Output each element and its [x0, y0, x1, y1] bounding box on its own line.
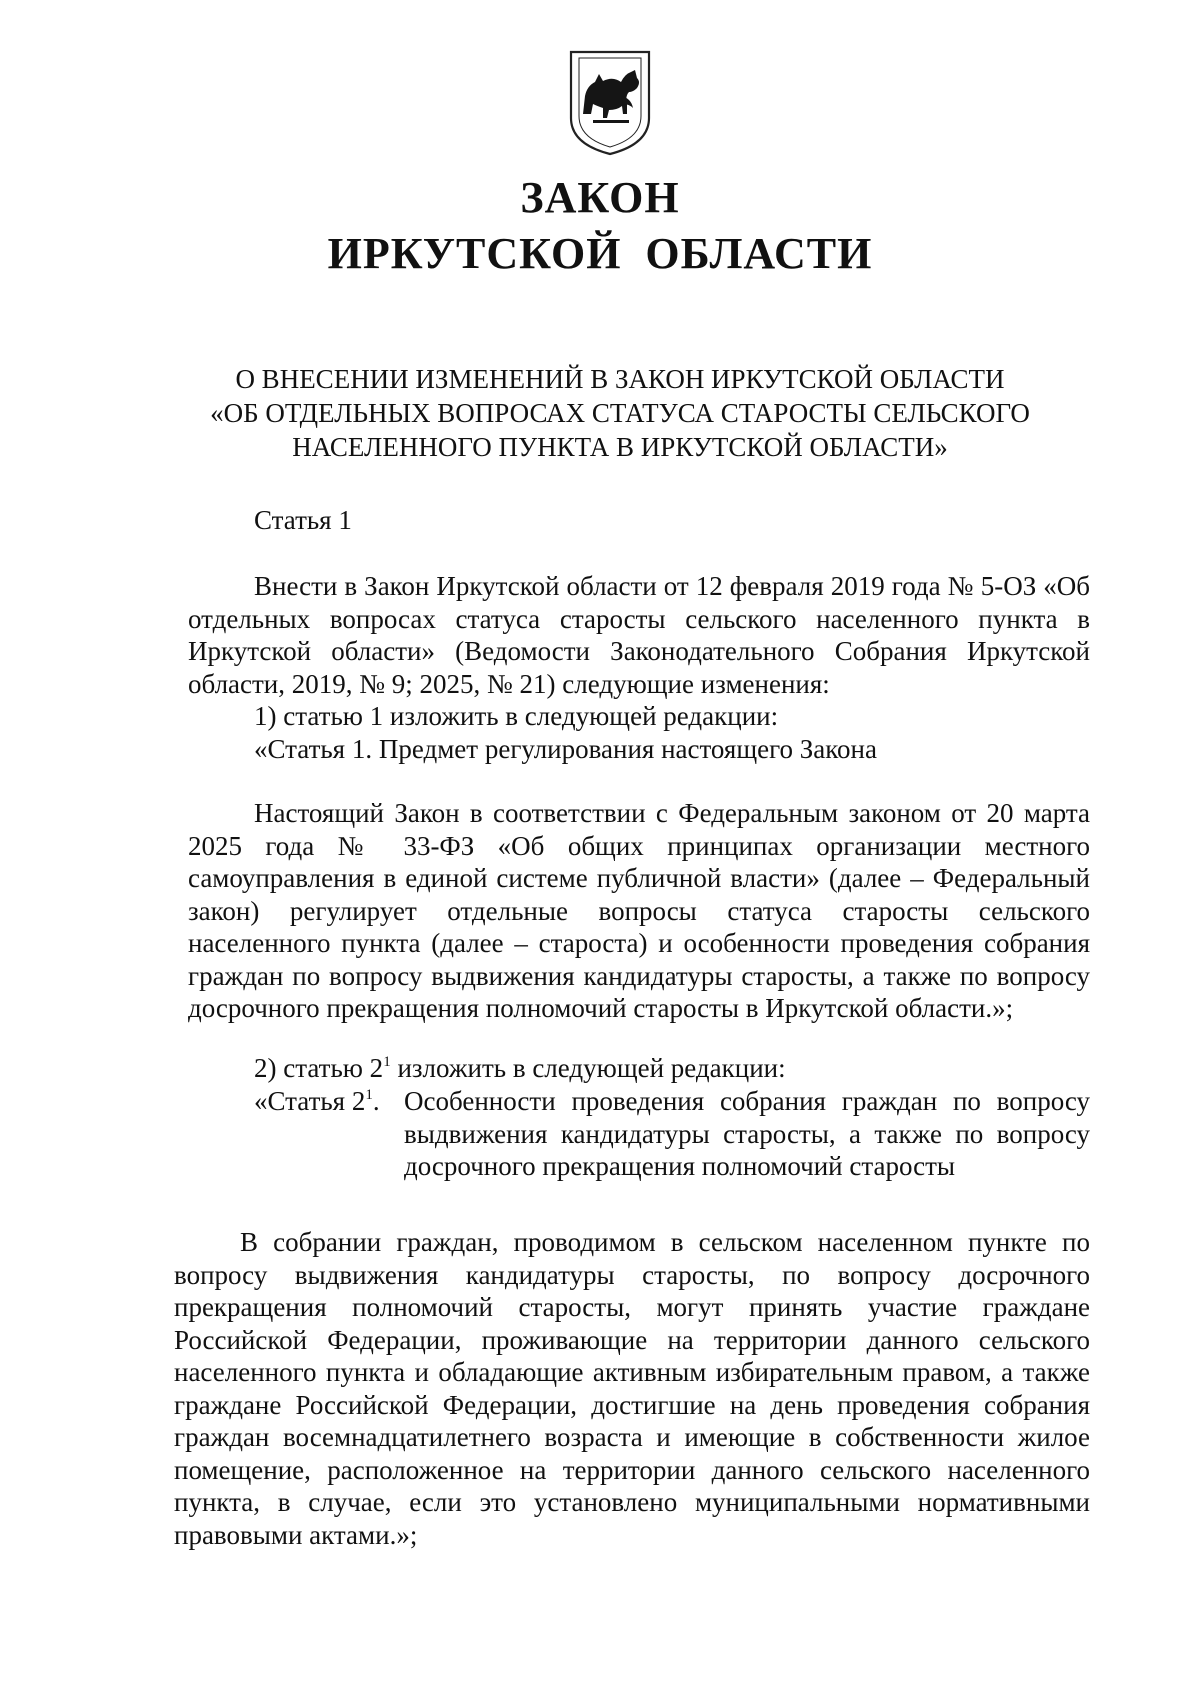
law-title: ЗАКОН — [520, 173, 680, 222]
law-region: ИРКУТСКОЙ ОБЛАСТИ — [327, 229, 873, 278]
article-label: Статья 1 — [254, 505, 352, 535]
article-2-1-heading-text: Особенности проведения собрания граждан по вопросу выдвижения кандидатуры старосты, а также по вопросу досрочного прекращения полномочий старосты — [404, 1086, 1090, 1181]
article-1-title: «Статья 1. Предмет регулирования настоящего Закона — [254, 734, 877, 764]
law-heading — [160, 362, 1080, 464]
superscript: 1 — [365, 1087, 373, 1103]
amendment-item-1: 1) статью 1 изложить в следующей редакции: — [254, 701, 779, 731]
item-2-text: 2) статью 2 — [254, 1053, 384, 1083]
amendment-item-2 — [254, 1052, 786, 1085]
article-2-1-prefix — [254, 1085, 380, 1118]
intro-paragraph: Внести в Закон Иркутской области от 12 февраля 2019 года № 5-ОЗ «Об отдельных вопросах статуса старосты сельского населенного пункта в Иркутской области» (Ведомости Законодательного Собрания Иркутской области, 2019, № 9; 2025, № 21) следующие изменения: — [188, 571, 1090, 699]
heading-line: О ВНЕСЕНИИ ИЗМЕНЕНИЙ В ЗАКОН ИРКУТСКОЙ ОБЛАСТИ — [235, 364, 1005, 394]
prefix-text: «Статья 2 — [254, 1086, 366, 1116]
article-2-1-title — [254, 1085, 1090, 1183]
article-2-1-text: В собрании граждан, проводимом в сельском населенном пункте по вопросу выдвижения кандидатуры старосты, по вопросу досрочного прекращения полномочий старосты, могут принять участие граждане Российской Федерации, проживающие на территории данного сельского населенного пункта и обладающие активным избирательным правом, а также граждане Российской Федерации, достигшие на день проведения собрания граждан восемнадцатилетнего возраста и имеющие в собственности жилое помещение, расположенное на территории данного сельского населенного пункта, в случае, если это установлено муниципальными нормативными правовыми актами.»; — [174, 1227, 1090, 1550]
superscript: 1 — [383, 1054, 391, 1070]
prefix-dot: . — [372, 1086, 380, 1116]
coat-of-arms-icon — [565, 48, 655, 158]
heading-line: НАСЕЛЕННОГО ПУНКТА В ИРКУТСКОЙ ОБЛАСТИ» — [292, 432, 948, 462]
article-1-text: Настоящий Закон в соответствии с Федеральным законом от 20 марта 2025 года № 33-ФЗ «Об общих принципах организации местного самоуправления в единой системе публичной власти» (далее – Федеральный закон) регулирует отдельные вопросы статуса старосты сельского населенного пункта (далее – староста) и особенности проведения собрания граждан по вопросу выдвижения кандидатуры старосты, а также по вопросу досрочного прекращения полномочий старосты в Иркутской области.»; — [188, 798, 1090, 1023]
heading-line: «ОБ ОТДЕЛЬНЫХ ВОПРОСАХ СТАТУСА СТАРОСТЫ СЕЛЬСКОГО — [210, 398, 1030, 428]
item-2-text: изложить в следующей редакции: — [390, 1053, 786, 1083]
